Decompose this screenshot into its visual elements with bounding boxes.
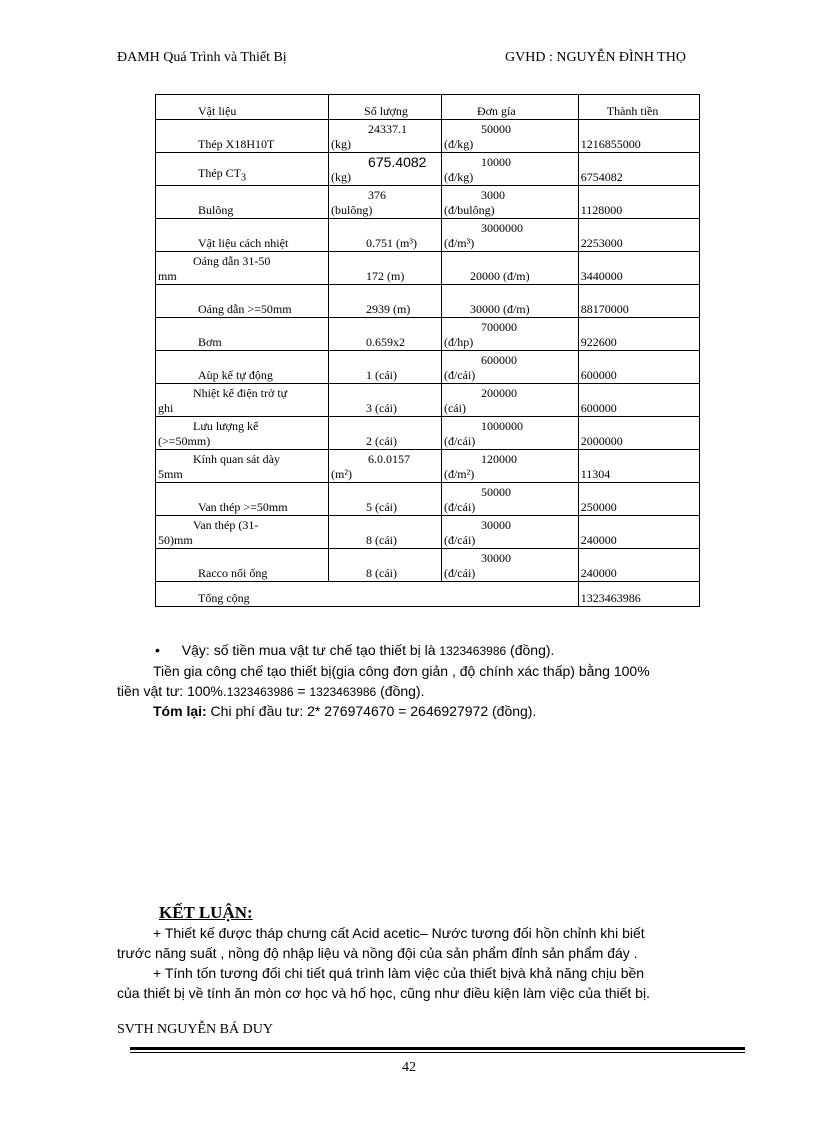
- unit-price: [441, 417, 578, 450]
- header-right: GVHD : NGUYỄN ĐÌNH THỌ: [505, 50, 686, 65]
- summary-line-3: [117, 683, 424, 699]
- header-material: Vật liệu: [156, 95, 329, 120]
- quantity: [329, 516, 442, 549]
- material-name: [156, 483, 329, 516]
- table-row: [156, 153, 700, 186]
- price-value: 3000000: [480, 221, 523, 235]
- amount: 6754082: [578, 153, 699, 186]
- summary-line-1: [155, 642, 554, 658]
- material-name-top: Lưu lượng kế: [193, 419, 259, 433]
- table-row: [156, 384, 700, 417]
- price-unit: (đ/hp): [443, 335, 474, 349]
- material-name-text: Van thép >=50mm: [198, 500, 288, 514]
- price-value: 20000 (đ/m): [469, 269, 530, 283]
- quantity-value: 1 (cái): [366, 368, 398, 382]
- quantity-unit: (m²): [331, 467, 352, 481]
- amount: 240000: [578, 549, 699, 582]
- material-name: [156, 450, 329, 483]
- equals-sign: =: [293, 683, 310, 699]
- quantity-value: 172 (m): [366, 269, 405, 283]
- quantity: [329, 252, 442, 285]
- quantity-value: 0.659x2: [366, 335, 406, 349]
- quantity: [329, 186, 442, 219]
- quantity-unit: (bulông): [331, 203, 373, 217]
- total-investment: Chi phí đầu tư: 2* 276974670 = 2646927972 (đồng).: [206, 703, 537, 719]
- material-name-text: Aùp kế tự động: [198, 368, 273, 382]
- material-name: [156, 219, 329, 252]
- quantity: [329, 219, 442, 252]
- quantity-value: 2 (cái): [366, 434, 398, 448]
- total-label: Tổng cộng: [156, 582, 579, 607]
- material-name-text: Oáng dẫn >=50mm: [198, 302, 292, 316]
- price-value: 30000 (đ/m): [469, 302, 530, 316]
- quantity: [329, 384, 442, 417]
- processing-cost-value-2: 1323463986: [309, 685, 377, 699]
- table-row: [156, 516, 700, 549]
- price-unit: (đ/kg): [443, 137, 474, 151]
- total-value: 1323463986: [578, 582, 699, 607]
- price-value: 50000: [480, 485, 511, 499]
- material-name: [156, 351, 329, 384]
- amount: 922600: [578, 318, 699, 351]
- material-name: [156, 285, 329, 318]
- unit-price: [441, 186, 578, 219]
- amount: 240000: [578, 516, 699, 549]
- quantity: [329, 120, 442, 153]
- quantity-value: 2939 (m): [366, 302, 411, 316]
- material-name: [156, 549, 329, 582]
- quantity-value: 8 (cái): [366, 533, 398, 547]
- material-name-text: Bơm: [198, 335, 222, 349]
- table-row: [156, 285, 700, 318]
- conclusion-p1-line1: + Thiết kế được tháp chưng cất Acid acetic– Nước tương đối hồn chỉnh khi biết: [153, 925, 645, 941]
- material-name-top: Kính quan sát dày: [193, 452, 280, 466]
- table-row: [156, 318, 700, 351]
- quantity: [329, 450, 442, 483]
- quantity-value: 0.751 (m³): [366, 236, 417, 250]
- price-value: 30000: [480, 551, 511, 565]
- unit-price: [441, 318, 578, 351]
- table-header-row: [156, 95, 700, 120]
- material-name-rest: 5mm: [158, 467, 183, 481]
- price-unit: (đ/bulông): [443, 203, 495, 217]
- quantity-value: 6.0.0157: [368, 452, 411, 466]
- student-name: SVTH NGUYỄN BÁ DUY: [117, 1022, 273, 1037]
- price-unit: (cái): [443, 401, 466, 415]
- material-name-subscript: 3: [241, 172, 246, 183]
- amount: 250000: [578, 483, 699, 516]
- conclusion-p2-line1: + Tính tốn tương đối chi tiết quá trình làm việc của thiết bịvà khả năng chịu bền: [153, 965, 645, 981]
- amount: 1128000: [578, 186, 699, 219]
- unit-price: [441, 285, 578, 318]
- conclusion-p1-line2: trước năng suất , nồng độ nhập liệu và nồng đội của sản phẩm đỉnh sản phẩm đáy .: [117, 945, 638, 961]
- footer-rule-thick: [130, 1047, 745, 1050]
- summary-text: tiền vật tư: 100%.: [117, 683, 227, 699]
- table-row: [156, 351, 700, 384]
- table-row: [156, 549, 700, 582]
- price-unit: (đ/m²): [443, 467, 475, 481]
- table-row: [156, 483, 700, 516]
- unit-price: [441, 549, 578, 582]
- material-name: [156, 120, 329, 153]
- material-cost-value: 1323463986: [439, 644, 507, 658]
- material-name: [156, 252, 329, 285]
- header-left: ĐAMH Quá Trình và Thiết Bị: [117, 50, 287, 65]
- amount: 600000: [578, 384, 699, 417]
- quantity-value: 376: [368, 188, 387, 202]
- quantity: [329, 285, 442, 318]
- amount: 1216855000: [578, 120, 699, 153]
- material-name-top: Nhiệt kế điện trở tự: [193, 386, 288, 400]
- amount: 88170000: [578, 285, 699, 318]
- summary-text: Vậy: số tiền mua vật tư chế tạo thiết bị là: [181, 642, 440, 658]
- summary-unit: (đồng).: [506, 642, 555, 658]
- quantity-value: 8 (cái): [366, 566, 398, 580]
- quantity: [329, 351, 442, 384]
- bullet: •: [155, 642, 160, 658]
- material-name-text: Vật liệu cách nhiệt: [198, 236, 289, 250]
- price-unit: (đ/cái): [443, 566, 476, 580]
- material-name: [156, 318, 329, 351]
- header-amount: Thành tiền: [578, 95, 699, 120]
- material-name-text: Thép CT: [198, 165, 241, 180]
- quantity: [329, 483, 442, 516]
- price-value: 3000: [480, 188, 505, 202]
- price-unit: (đ/cái): [443, 434, 476, 448]
- quantity-unit: (kg): [331, 137, 352, 151]
- summary-line-2: Tiền gia công chế tạo thiết bị(gia công đơn giản , độ chính xác thấp) bằng 100%: [153, 663, 650, 679]
- quantity-value: 5 (cái): [366, 500, 398, 514]
- unit-price: [441, 219, 578, 252]
- price-unit: (đ/cái): [443, 533, 476, 547]
- material-name-text: Racco nối ống: [198, 566, 268, 580]
- unit-price: [441, 153, 578, 186]
- price-unit: (đ/m³): [443, 236, 475, 250]
- material-name: [156, 153, 329, 186]
- conclusion-p2-line2: của thiết bị về tính ăn mòn cơ học và hố học, cũng như điều kiện làm việc của thiết bị.: [117, 985, 650, 1001]
- material-name-text: Thép X18H10T: [198, 137, 275, 151]
- quantity: [329, 153, 442, 186]
- quantity-value: 3 (cái): [366, 401, 398, 415]
- material-name-rest: (>=50mm): [158, 434, 211, 448]
- material-name-top: Oáng dẫn 31-50: [193, 254, 271, 268]
- amount: 11304: [578, 450, 699, 483]
- table-row: [156, 417, 700, 450]
- price-unit: (đ/cái): [443, 500, 476, 514]
- page-number: 42: [402, 1060, 416, 1075]
- amount: 2000000: [578, 417, 699, 450]
- unit-price: [441, 483, 578, 516]
- table-total-row: [156, 582, 700, 607]
- price-value: 600000: [480, 353, 517, 367]
- quantity-value: 24337.1: [368, 122, 408, 136]
- header-quantity: Số lượng: [329, 95, 442, 120]
- price-value: 120000: [480, 452, 517, 466]
- price-unit: (đ/kg): [443, 170, 474, 184]
- quantity: [329, 318, 442, 351]
- unit-price: [441, 120, 578, 153]
- material-name: [156, 384, 329, 417]
- unit-price: [441, 384, 578, 417]
- price-value: 10000: [480, 155, 511, 169]
- table-row: [156, 120, 700, 153]
- price-value: 30000: [480, 518, 511, 532]
- summary-bold-label: Tóm lại:: [153, 703, 207, 719]
- table-row: [156, 450, 700, 483]
- processing-cost-value-1: 1323463986: [226, 685, 294, 699]
- table-row: [156, 186, 700, 219]
- quantity-unit: (kg): [331, 170, 352, 184]
- quantity: [329, 549, 442, 582]
- summary-unit: (đồng).: [376, 683, 425, 699]
- price-value: 1000000: [480, 419, 523, 433]
- footer-rule-thin: [130, 1052, 745, 1053]
- material-name-rest: mm: [158, 269, 177, 283]
- conclusion-title: KẾT LUẬN:: [159, 903, 253, 922]
- material-name-rest: 50)mm: [158, 533, 193, 547]
- material-name-text: Bulông: [198, 203, 234, 217]
- quantity: [329, 417, 442, 450]
- unit-price: [441, 450, 578, 483]
- material-name: [156, 516, 329, 549]
- unit-price: [441, 351, 578, 384]
- material-name: [156, 417, 329, 450]
- unit-price: [441, 516, 578, 549]
- quantity-value: 675.4082: [368, 154, 427, 170]
- table-row: [156, 219, 700, 252]
- material-name-top: Van thép (31-: [193, 518, 259, 532]
- material-name: [156, 186, 329, 219]
- material-name-rest: ghi: [158, 401, 174, 415]
- header-unit-price: Đơn gía: [441, 95, 578, 120]
- price-unit: (đ/cái): [443, 368, 476, 382]
- materials-table: [155, 94, 700, 607]
- unit-price: [441, 252, 578, 285]
- price-value: 700000: [480, 320, 517, 334]
- amount: 3440000: [578, 252, 699, 285]
- amount: 2253000: [578, 219, 699, 252]
- table-row: [156, 252, 700, 285]
- summary-line-4: [153, 703, 536, 719]
- amount: 600000: [578, 351, 699, 384]
- price-value: 50000: [480, 122, 511, 136]
- price-value: 200000: [480, 386, 517, 400]
